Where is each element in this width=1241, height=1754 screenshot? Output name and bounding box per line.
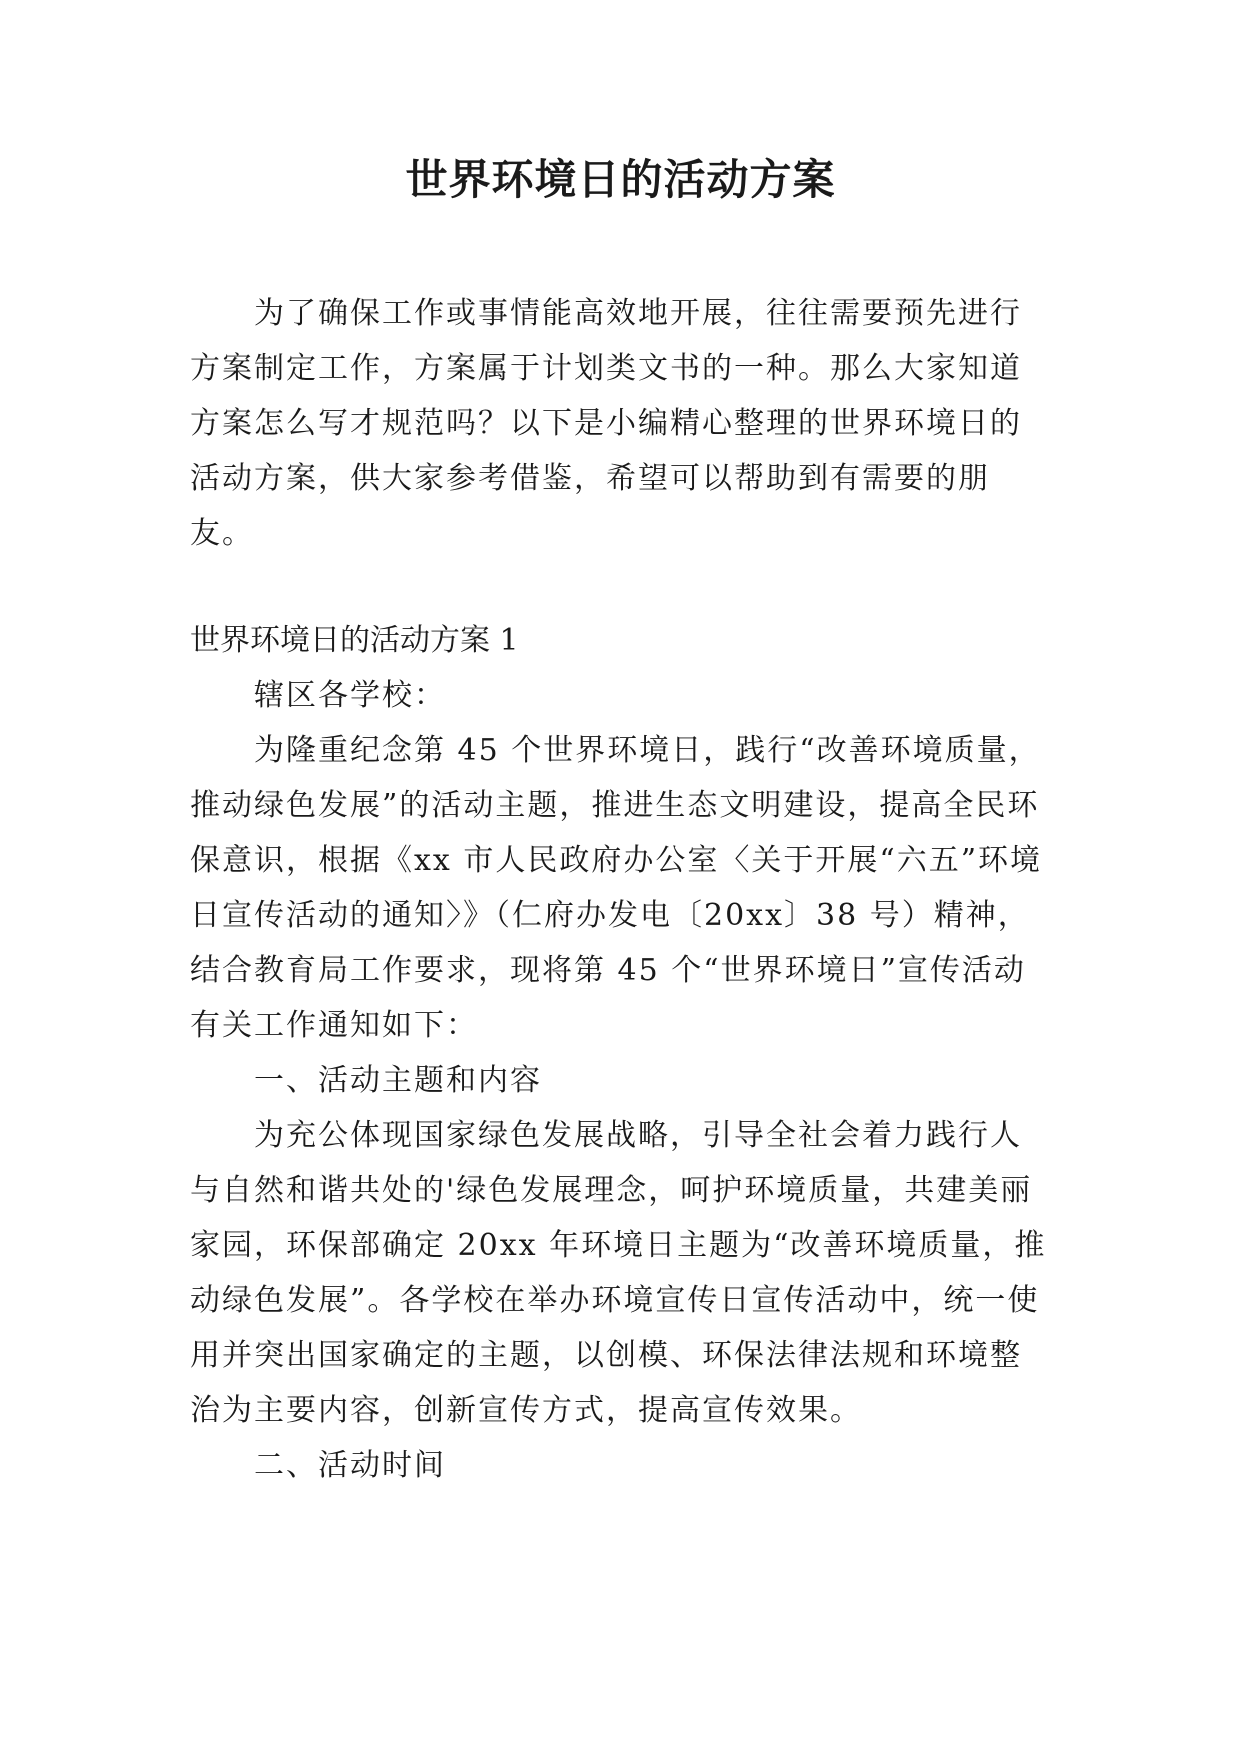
salutation: 辖区各学校： [254, 678, 446, 713]
document-title: 世界环境日的活动方案 [405, 155, 836, 204]
section-title: 世界环境日的活动方案 1 [190, 623, 519, 658]
document-body [190, 286, 1050, 1493]
body-paragraph-1: 为隆重纪念第 45 个世界环境日，践行“改善环境质量，推动绿色发展”的活动主题，推进生态文明建设，提高全民环保意识，根据《xx 市人民政府办公室〈关于开展“六五”环境日宣传活动的通知〉》（仁府办发电〔20xx〕38 号）精神，结合教育局工作要求，现将第 45 个“世界环境日”宣传活动有关工作通知如下： [190, 733, 1043, 1043]
heading-activity-time: 二、活动时间 [254, 1448, 446, 1483]
intro-paragraph: 为了确保工作或事情能高效地开展，往往需要预先进行方案制定工作，方案属于计划类文书的一种。那么大家知道方案怎么写才规范吗？以下是小编精心整理的世界环境日的活动方案，供大家参考借鉴，希望可以帮助到有需要的朋友。 [190, 296, 1022, 551]
body-paragraph-2: 为充公体现国家绿色发展战略，引导全社会着力践行人与自然和谐共处的'绿色发展理念，呵护环境质量，共建美丽家园，环保部确定 20xx 年环境日主题为“改善环境质量，推动绿色发展”。各学校在举办环境宣传日宣传活动中，统一使用并突出国家确定的主题，以创模、环保法律法规和环境整治为主要内容，创新宣传方式，提高宣传效果。 [190, 1118, 1047, 1428]
heading-activity-theme: 一、活动主题和内容 [254, 1063, 542, 1098]
